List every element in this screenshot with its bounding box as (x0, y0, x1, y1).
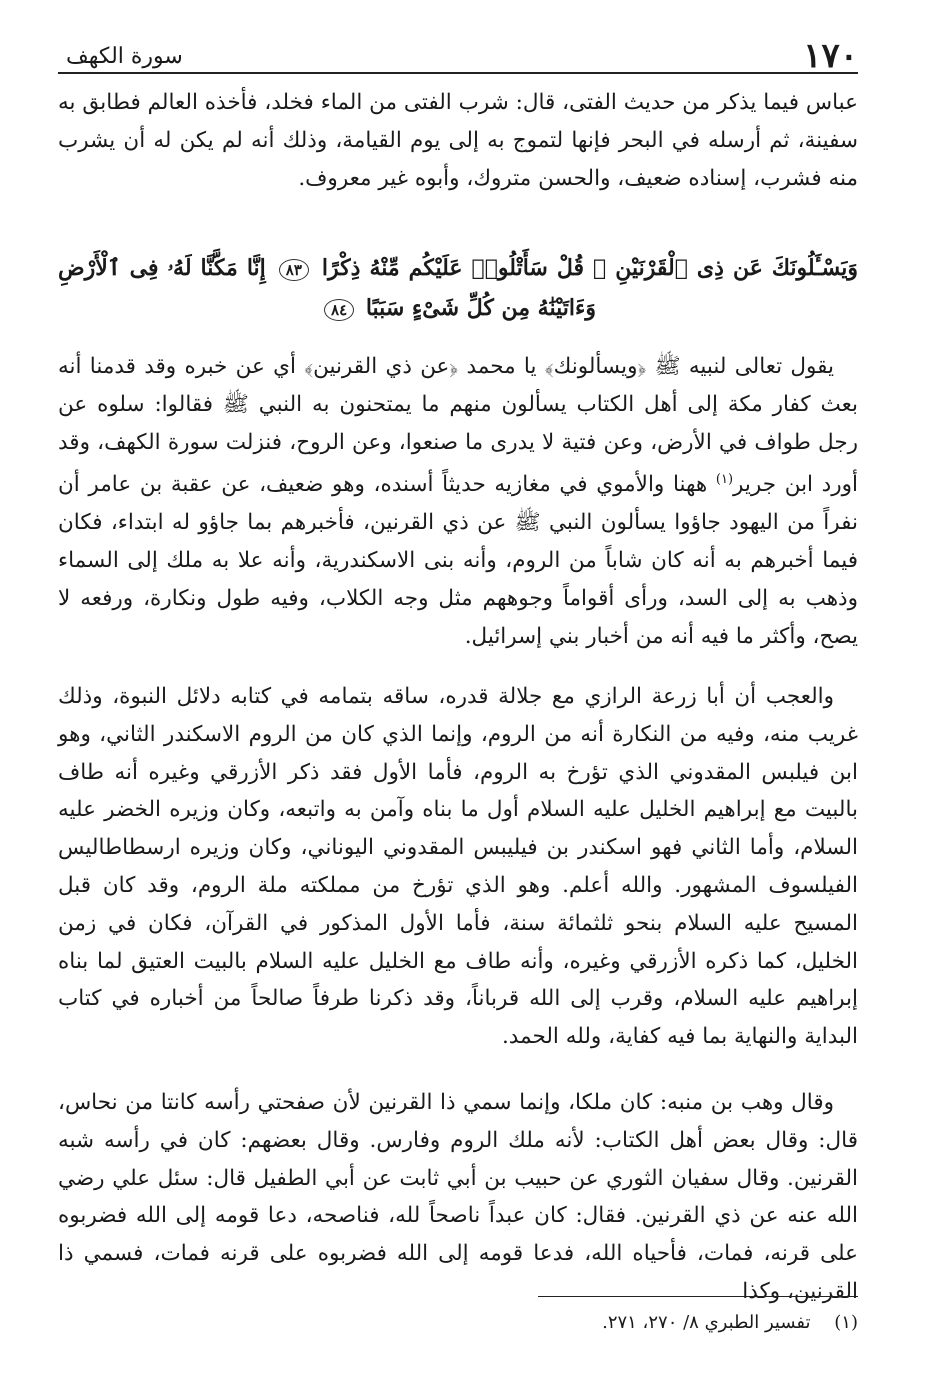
footnote-marker: (١) (834, 1312, 858, 1333)
paragraph-3: والعجب أن أبا زرعة الرازي مع جلالة قدره، ساقه بتمامه في كتابه دلائل النبوة، وذلك غريب منه، وفيه من النكارة أنه من الروم، وإنما الذي كان من الروم الاسكندر الثاني، وهو ابن فيلبس المقدوني الذي تؤرخ به الروم، فأما الأول فقد ذكر الأزرقي وغيره أنه طاف بالبيت مع إبراهيم الخليل عليه السلام أول ما بناه وآمن به واتبعه، وكان وزيره الخضر عليه السلام، وأما الثاني فهو اسكندر بن فيليبس المقدوني اليوناني، وكان وزيره ارسطاطاليس الفيلسوف المشهور. والله أعلم. وهو الذي تؤرخ من مملكته ملة الروم، وقد كان قبل المسيح عليه السلام بنحو ثلثمائة سنة، فأما الأول المذكور في القرآن، فكان في زمن الخليل، كما ذكره الأزرقي وغيره، وأنه طاف مع الخليل عليه السلام بالبيت العتيق لما بناه إبراهيم عليه السلام، وقرب إلى الله قرباناً، وقد ذكرنا طرفاً صالحاً من أخباره في كتاب البداية والنهاية بما فيه كفاية، ولله الحمد. (58, 684, 858, 1050)
verse-text-1: وَيَسْـَٔلُونَكَ عَن ذِى ٱلْقَرْنَيْنِ ۖ قُلْ سَأَتْلُوا۟ عَلَيْكُم مِّنْهُ ذِكْرًا (321, 255, 858, 281)
quran-verse (58, 248, 858, 328)
paragraph-2-part-b: ههنا والأموي في مغازيه حديثاً أسنده، وهو ضعيف، عن عقبة بن عامر أن نفراً من اليهود جاؤوا يسألون النبي ﷺ عن ذي القرنين، فأخبرهم بما جاؤو له ابتداء، فكان فيما أخبرهم به أنه كان شاباً من الروم، وأنه بنى الاسكندرية، وأنه علا به ملك إلى السماء وذهب به إلى السد، ورأى أقواماً وجوههم مثل وجه الكلاب، وفيه طول ونكارة، ورفعه لا يصح، وأكثر ما فيه أنه من أخبار بني إسرائيل. (58, 472, 858, 649)
page-number: ١٧٠ (803, 36, 858, 76)
footnote-text: تفسير الطبري ٨/ ٢٧٠، ٢٧١. (602, 1312, 811, 1333)
footnote-1 (602, 1308, 858, 1338)
verse-text-2: إِنَّا مَكَّنَّا لَهُۥ فِى ٱلْأَرْضِ وَءَاتَيْنَٰهُ مِن كُلِّ شَىْءٍ سَبَبًا (58, 255, 596, 321)
book-page (58, 30, 858, 1350)
footnote-reference[interactable]: (١) (715, 472, 734, 488)
surah-title: سورة الكهف (66, 44, 183, 69)
paragraph-2 (58, 348, 858, 656)
paragraph-1: عباس فيما يذكر من حديث الفتى، قال: شرب الفتى من الماء فخلد، فأخذه العالم فطابق به سفينة، ثم أرسله في البحر فإنها لتموج به إلى يوم القيامة، وذلك أنه لم يكن له أن يشرب منه فشرب، إسناده ضعيف، والحسن متروك، وأبوه غير معروف. (58, 90, 858, 191)
paragraph-2-part-a: يقول تعالى لنبيه ﷺ ﴿ويسألونك﴾ يا محمد ﴿عن ذي القرنين﴾ أي عن خبره وقد قدمنا أنه بعث كفار مكة إلى أهل الكتاب يسألون منهم ما يمتحنون به النبي ﷺ فقالوا: سلوه عن رجل طواف في الأرض، وعن فتية لا يدرى ما صنعوا، وعن الروح، فنزلت سورة الكهف، وقد أورد ابن جرير (58, 354, 858, 498)
verse-number-marker: ٨٤ (324, 299, 354, 321)
paragraph-4: وقال وهب بن منبه: كان ملكا، وإنما سمي ذا القرنين لأن صفحتي رأسه كانتا من نحاس، قال: وقال بعض أهل الكتاب: لأنه ملك الروم وفارس. وقال بعضهم: كان في رأسه شبه القرنين. وقال سفيان الثوري عن حبيب بن أبي ثابت عن أبي الطفيل قال: سئل علي رضي الله عنه عن ذي القرنين. فقال: كان عبداً ناصحاً لله، فناصحه، دعا قومه إلى الله فضربوه على قرنه، فمات، فأحياه الله، فدعا قومه إلى الله فضربوه على قرنه فمات، فسمي ذا القرنين، وكذا (58, 1090, 858, 1304)
page-header (58, 30, 858, 74)
footnote-divider (538, 1296, 858, 1297)
verse-number-marker: ٨٣ (279, 259, 309, 281)
